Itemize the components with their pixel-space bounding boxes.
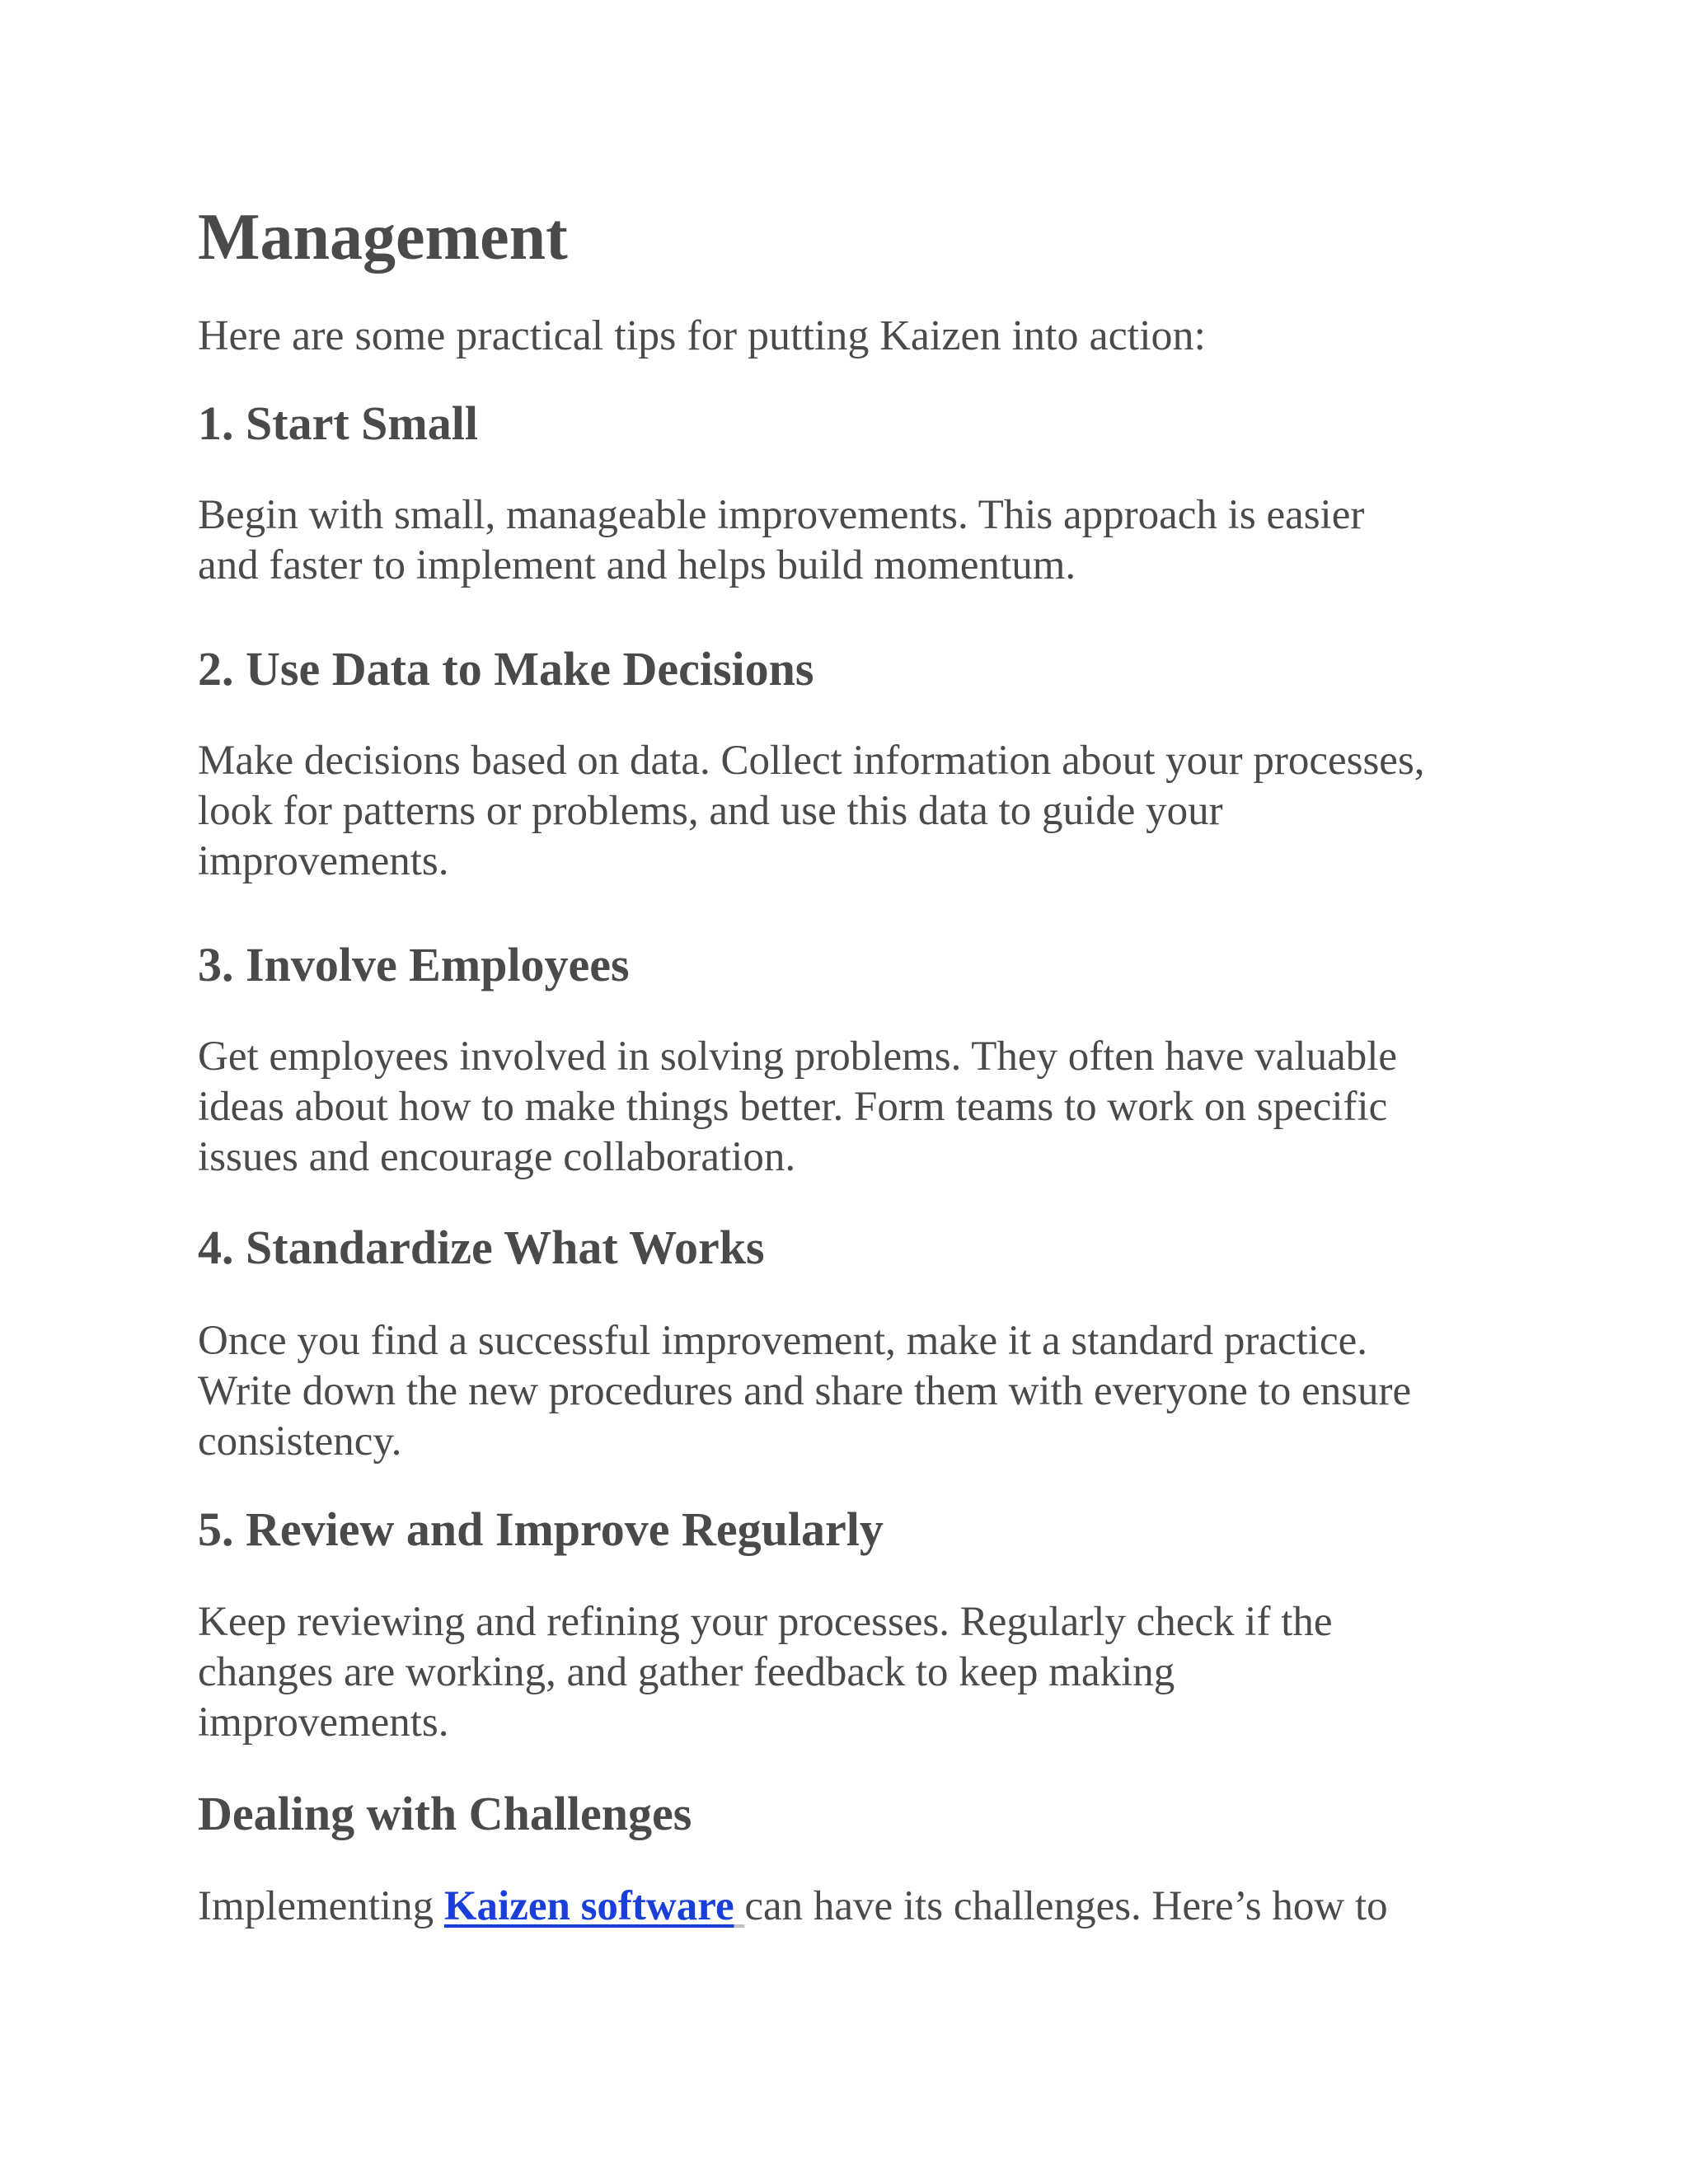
link-trailing-space	[734, 1883, 745, 1929]
body-line: consistency.	[198, 1418, 402, 1465]
body-line: ideas about how to make things better. Form teams to work on specific	[198, 1084, 1388, 1130]
intro-paragraph: Here are some practical tips for putting Kaizen into action:	[198, 312, 1206, 359]
section-heading-challenges: Dealing with Challenges	[198, 1787, 692, 1840]
section-heading-standardize: 4. Standardize What Works	[198, 1221, 765, 1274]
section-body-review	[198, 1597, 1333, 1748]
body-line: improvements.	[198, 838, 449, 884]
section-body-challenges	[198, 1882, 1388, 1932]
body-line: Keep reviewing and refining your processes. Regularly check if the	[198, 1599, 1333, 1645]
section-body-involve-employees	[198, 1032, 1397, 1183]
section-heading-review: 5. Review and Improve Regularly	[198, 1502, 884, 1556]
body-line: improvements.	[198, 1699, 449, 1746]
section-body-use-data	[198, 736, 1425, 887]
challenges-text-after-link: can have its challenges. Here’s how to	[744, 1883, 1388, 1929]
section-heading-use-data: 2. Use Data to Make Decisions	[198, 642, 814, 696]
body-line: and faster to implement and helps build momentum.	[198, 542, 1076, 588]
section-heading-involve-employees: 3. Involve Employees	[198, 938, 630, 991]
challenges-text-before-link: Implementing	[198, 1883, 444, 1929]
body-line: look for patterns or problems, and use this data to guide your	[198, 788, 1223, 834]
body-line: Get employees involved in solving problems. They often have valuable	[198, 1033, 1398, 1080]
section-heading-start-small: 1. Start Small	[198, 396, 478, 450]
section-body-standardize	[198, 1316, 1411, 1467]
body-line: Make decisions based on data. Collect information about your processes,	[198, 738, 1425, 784]
body-line: Write down the new procedures and share them with everyone to ensure	[198, 1368, 1412, 1414]
kaizen-software-link[interactable]: Kaizen software	[443, 1883, 734, 1929]
section-body-start-small	[198, 490, 1364, 591]
body-line: Once you find a successful improvement, make it a standard practice.	[198, 1318, 1367, 1364]
body-line: issues and encourage collaboration.	[198, 1134, 796, 1180]
body-line: Begin with small, manageable improvements. This approach is easier	[198, 492, 1365, 538]
page-title: Management	[198, 201, 568, 274]
body-line: changes are working, and gather feedback to keep making	[198, 1649, 1175, 1695]
